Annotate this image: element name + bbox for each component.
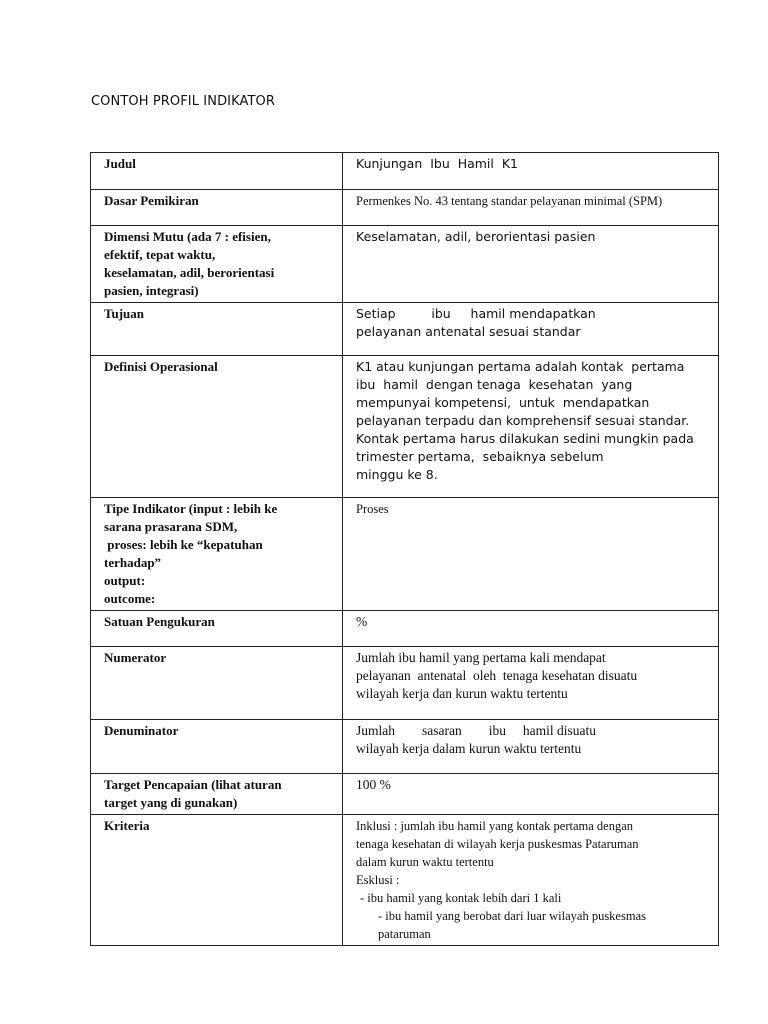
row-value-line: Jumlah ibu hamil yang pertama kali mendapat	[356, 650, 606, 665]
table-row	[91, 647, 719, 720]
row-value	[343, 774, 719, 815]
row-value	[343, 356, 719, 498]
row-value-line: pelayanan antenatal sesuai standar	[356, 324, 581, 339]
row-value	[343, 498, 719, 611]
row-value	[343, 611, 719, 647]
row-value	[343, 303, 719, 356]
row-label-line: keselamatan, adil, berorientasi	[104, 265, 275, 280]
row-label	[91, 815, 343, 946]
row-label-line: target yang di gunakan)	[104, 795, 238, 810]
row-value-line: wilayah kerja dan kurun waktu tertentu	[356, 686, 568, 701]
table-row	[91, 190, 719, 226]
row-label	[91, 774, 343, 815]
row-label-line: Target Pencapaian (lihat aturan	[104, 777, 282, 792]
row-value-line: trimester pertama, sebaiknya sebelum	[356, 449, 604, 464]
row-label-line: Tujuan	[104, 306, 144, 321]
row-value	[343, 720, 719, 774]
row-value-line: minggu ke 8.	[356, 467, 438, 482]
row-label-line: Satuan Pengukuran	[104, 614, 215, 629]
row-value	[343, 815, 719, 946]
row-label-line: Numerator	[104, 650, 167, 665]
row-value-line: Kontak pertama harus dilakukan sedini mungkin pada	[356, 431, 694, 446]
row-label	[91, 720, 343, 774]
row-label	[91, 356, 343, 498]
row-value-line: Kunjungan Ibu Hamil K1	[356, 156, 518, 171]
table-row	[91, 356, 719, 498]
row-label-line: outcome:	[104, 591, 156, 606]
row-value-line: pataruman	[378, 927, 431, 941]
row-value-line: dalam kurun waktu tertentu	[356, 855, 494, 869]
table-row	[91, 153, 719, 190]
row-value-line: 100 %	[356, 777, 391, 792]
row-value-line: Permenkes No. 43 tentang standar pelayanan minimal (SPM)	[356, 194, 663, 208]
indicator-profile-table	[90, 152, 719, 946]
table-row	[91, 226, 719, 303]
row-label-line: Definisi Operasional	[104, 359, 218, 374]
row-value-line: Inklusi : jumlah ibu hamil yang kontak pertama dengan	[356, 819, 634, 833]
row-label-line: efektif, tepat waktu,	[104, 247, 216, 262]
table-row	[91, 815, 719, 946]
row-value	[343, 647, 719, 720]
row-value	[343, 226, 719, 303]
row-label	[91, 647, 343, 720]
row-label-line: pasien, integrasi)	[104, 283, 199, 298]
row-label	[91, 498, 343, 611]
row-label	[91, 611, 343, 647]
row-value	[343, 153, 719, 190]
row-label-line: Tipe Indikator (input : lebih ke	[104, 501, 278, 516]
row-label-line: sarana prasarana SDM,	[104, 519, 238, 534]
row-label	[91, 226, 343, 303]
document-title: CONTOH PROFIL INDIKATOR	[91, 94, 275, 109]
row-value-line: mempunyai kompetensi, untuk mendapatkan	[356, 395, 650, 410]
row-value-line: Jumlah sasaran ibu hamil disuatu	[356, 723, 596, 738]
row-value-line: K1 atau kunjungan pertama adalah kontak pertama	[356, 359, 685, 374]
row-label	[91, 303, 343, 356]
row-value-line: - ibu hamil yang berobat dari luar wilayah puskesmas	[378, 909, 646, 923]
row-label-line: Denuminator	[104, 723, 179, 738]
row-value-line: Setiap ibu hamil mendapatkan	[356, 306, 596, 321]
row-value-line: pelayanan terpadu dan komprehensif sesuai standar.	[356, 413, 690, 428]
row-value-line: pelayanan antenatal oleh tenaga kesehatan disuatu	[356, 668, 638, 683]
row-value-line: wilayah kerja dalam kurun waktu tertentu	[356, 741, 582, 756]
row-value-line: - ibu hamil yang kontak lebih dari 1 kali	[360, 891, 562, 905]
row-value-line: Proses	[356, 502, 389, 516]
row-value-line: tenaga kesehatan di wilayah kerja puskesmas Pataruman	[356, 837, 639, 851]
row-label	[91, 153, 343, 190]
row-label-line: output:	[104, 573, 146, 588]
row-value-line: %	[356, 614, 368, 629]
table-row	[91, 611, 719, 647]
row-label-line: proses: lebih ke “kepatuhan	[104, 537, 263, 552]
table-row	[91, 720, 719, 774]
row-label-line: Dimensi Mutu (ada 7 : efisien,	[104, 229, 271, 244]
table-row	[91, 303, 719, 356]
row-label-line: terhadap”	[104, 555, 162, 570]
row-label-line: Dasar Pemikiran	[104, 193, 199, 208]
row-value-line: Keselamatan, adil, berorientasi pasien	[356, 229, 596, 244]
row-value-line: ibu hamil dengan tenaga kesehatan yang	[356, 377, 633, 392]
row-value-line: Esklusi :	[356, 873, 400, 887]
row-value	[343, 190, 719, 226]
row-label-line: Judul	[104, 156, 136, 171]
table-row	[91, 774, 719, 815]
row-label-line: Kriteria	[104, 818, 150, 833]
row-label	[91, 190, 343, 226]
table-row	[91, 498, 719, 611]
